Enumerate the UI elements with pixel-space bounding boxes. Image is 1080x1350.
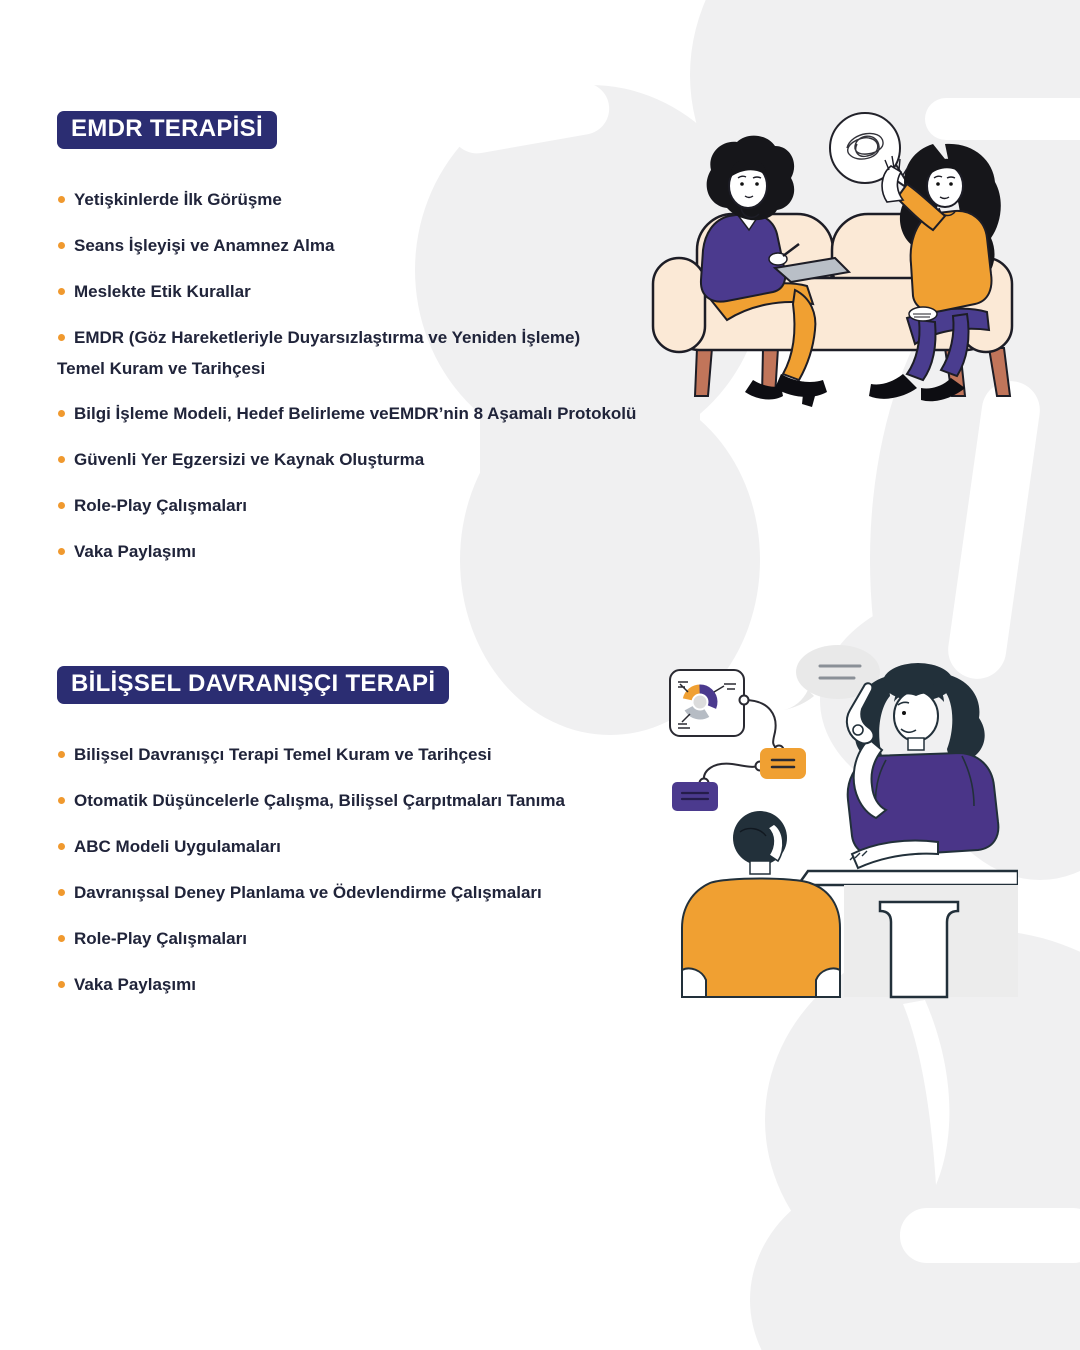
list-item-label: Vaka Paylaşımı (74, 542, 196, 561)
bullet-icon (58, 334, 65, 341)
list-item (57, 790, 737, 811)
flowchart-orange-node (760, 748, 806, 779)
bullet-icon (58, 935, 65, 942)
section-cbt (57, 666, 737, 1020)
bullet-icon (58, 502, 65, 509)
list-item-label: Meslekte Etik Kurallar (74, 282, 251, 301)
list-item (57, 449, 737, 470)
section-emdr (57, 111, 737, 587)
section-title-badge: EMDR TERAPİSİ (57, 111, 277, 149)
list-item (57, 189, 737, 210)
list-item-label: Role-Play Çalışmaları (74, 929, 247, 948)
list-item-label: Role-Play Çalışmaları (74, 496, 247, 515)
list-item (57, 235, 737, 256)
list-item-label: Bilişsel Davranışçı Terapi Temel Kuram ve Tarihçesi (74, 745, 492, 764)
bullet-list (57, 744, 737, 995)
therapist-shoes (745, 374, 827, 407)
list-item-label: Seans İşleyişi ve Anamnez Alma (74, 236, 335, 255)
bullet-icon (58, 456, 65, 463)
list-item-label: EMDR (Göz Hareketleriyle Duyarsızlaştırma ve Yeniden İşleme) (74, 328, 581, 347)
bullet-icon (58, 196, 65, 203)
list-item (57, 744, 737, 765)
list-item-label: ABC Modeli Uygulamaları (74, 837, 281, 856)
list-item-label: Otomatik Düşüncelerle Çalışma, Bilişsel Çarpıtmaları Tanıma (74, 791, 565, 810)
list-item (57, 403, 737, 424)
bullet-icon (58, 889, 65, 896)
list-item-label: Bilgi İşleme Modeli, Hedef Belirleme veEMDR’nin 8 Aşamalı Protokolü (74, 404, 637, 423)
bullet-icon (58, 843, 65, 850)
list-item (57, 541, 737, 562)
list-item (57, 882, 737, 903)
list-item-label: Yetişkinlerde İlk Görüşme (74, 190, 282, 209)
list-item-label: Davranışsal Deney Planlama ve Ödevlendirme Çalışmaları (74, 883, 542, 902)
list-item (57, 928, 737, 949)
bullet-icon (58, 981, 65, 988)
list-item-label: Vaka Paylaşımı (74, 975, 196, 994)
list-item (57, 327, 737, 348)
bullet-icon (58, 548, 65, 555)
list-item (57, 281, 737, 302)
list-item-label: Güvenli Yer Egzersizi ve Kaynak Oluşturma (74, 450, 425, 469)
list-item-continuation: Temel Kuram ve Tarihçesi (57, 359, 266, 378)
bullet-icon (58, 288, 65, 295)
bullet-icon (58, 797, 65, 804)
bullet-icon (58, 242, 65, 249)
bullet-icon (58, 410, 65, 417)
bullet-icon (58, 751, 65, 758)
teacher-figure (847, 663, 998, 868)
list-item (57, 974, 737, 995)
speech-bubble-icon (830, 113, 913, 192)
bullet-list (57, 189, 737, 562)
section-title-badge: BİLİŞSEL DAVRANIŞÇI TERAPİ (57, 666, 449, 704)
list-item (57, 495, 737, 516)
list-item (57, 836, 737, 857)
